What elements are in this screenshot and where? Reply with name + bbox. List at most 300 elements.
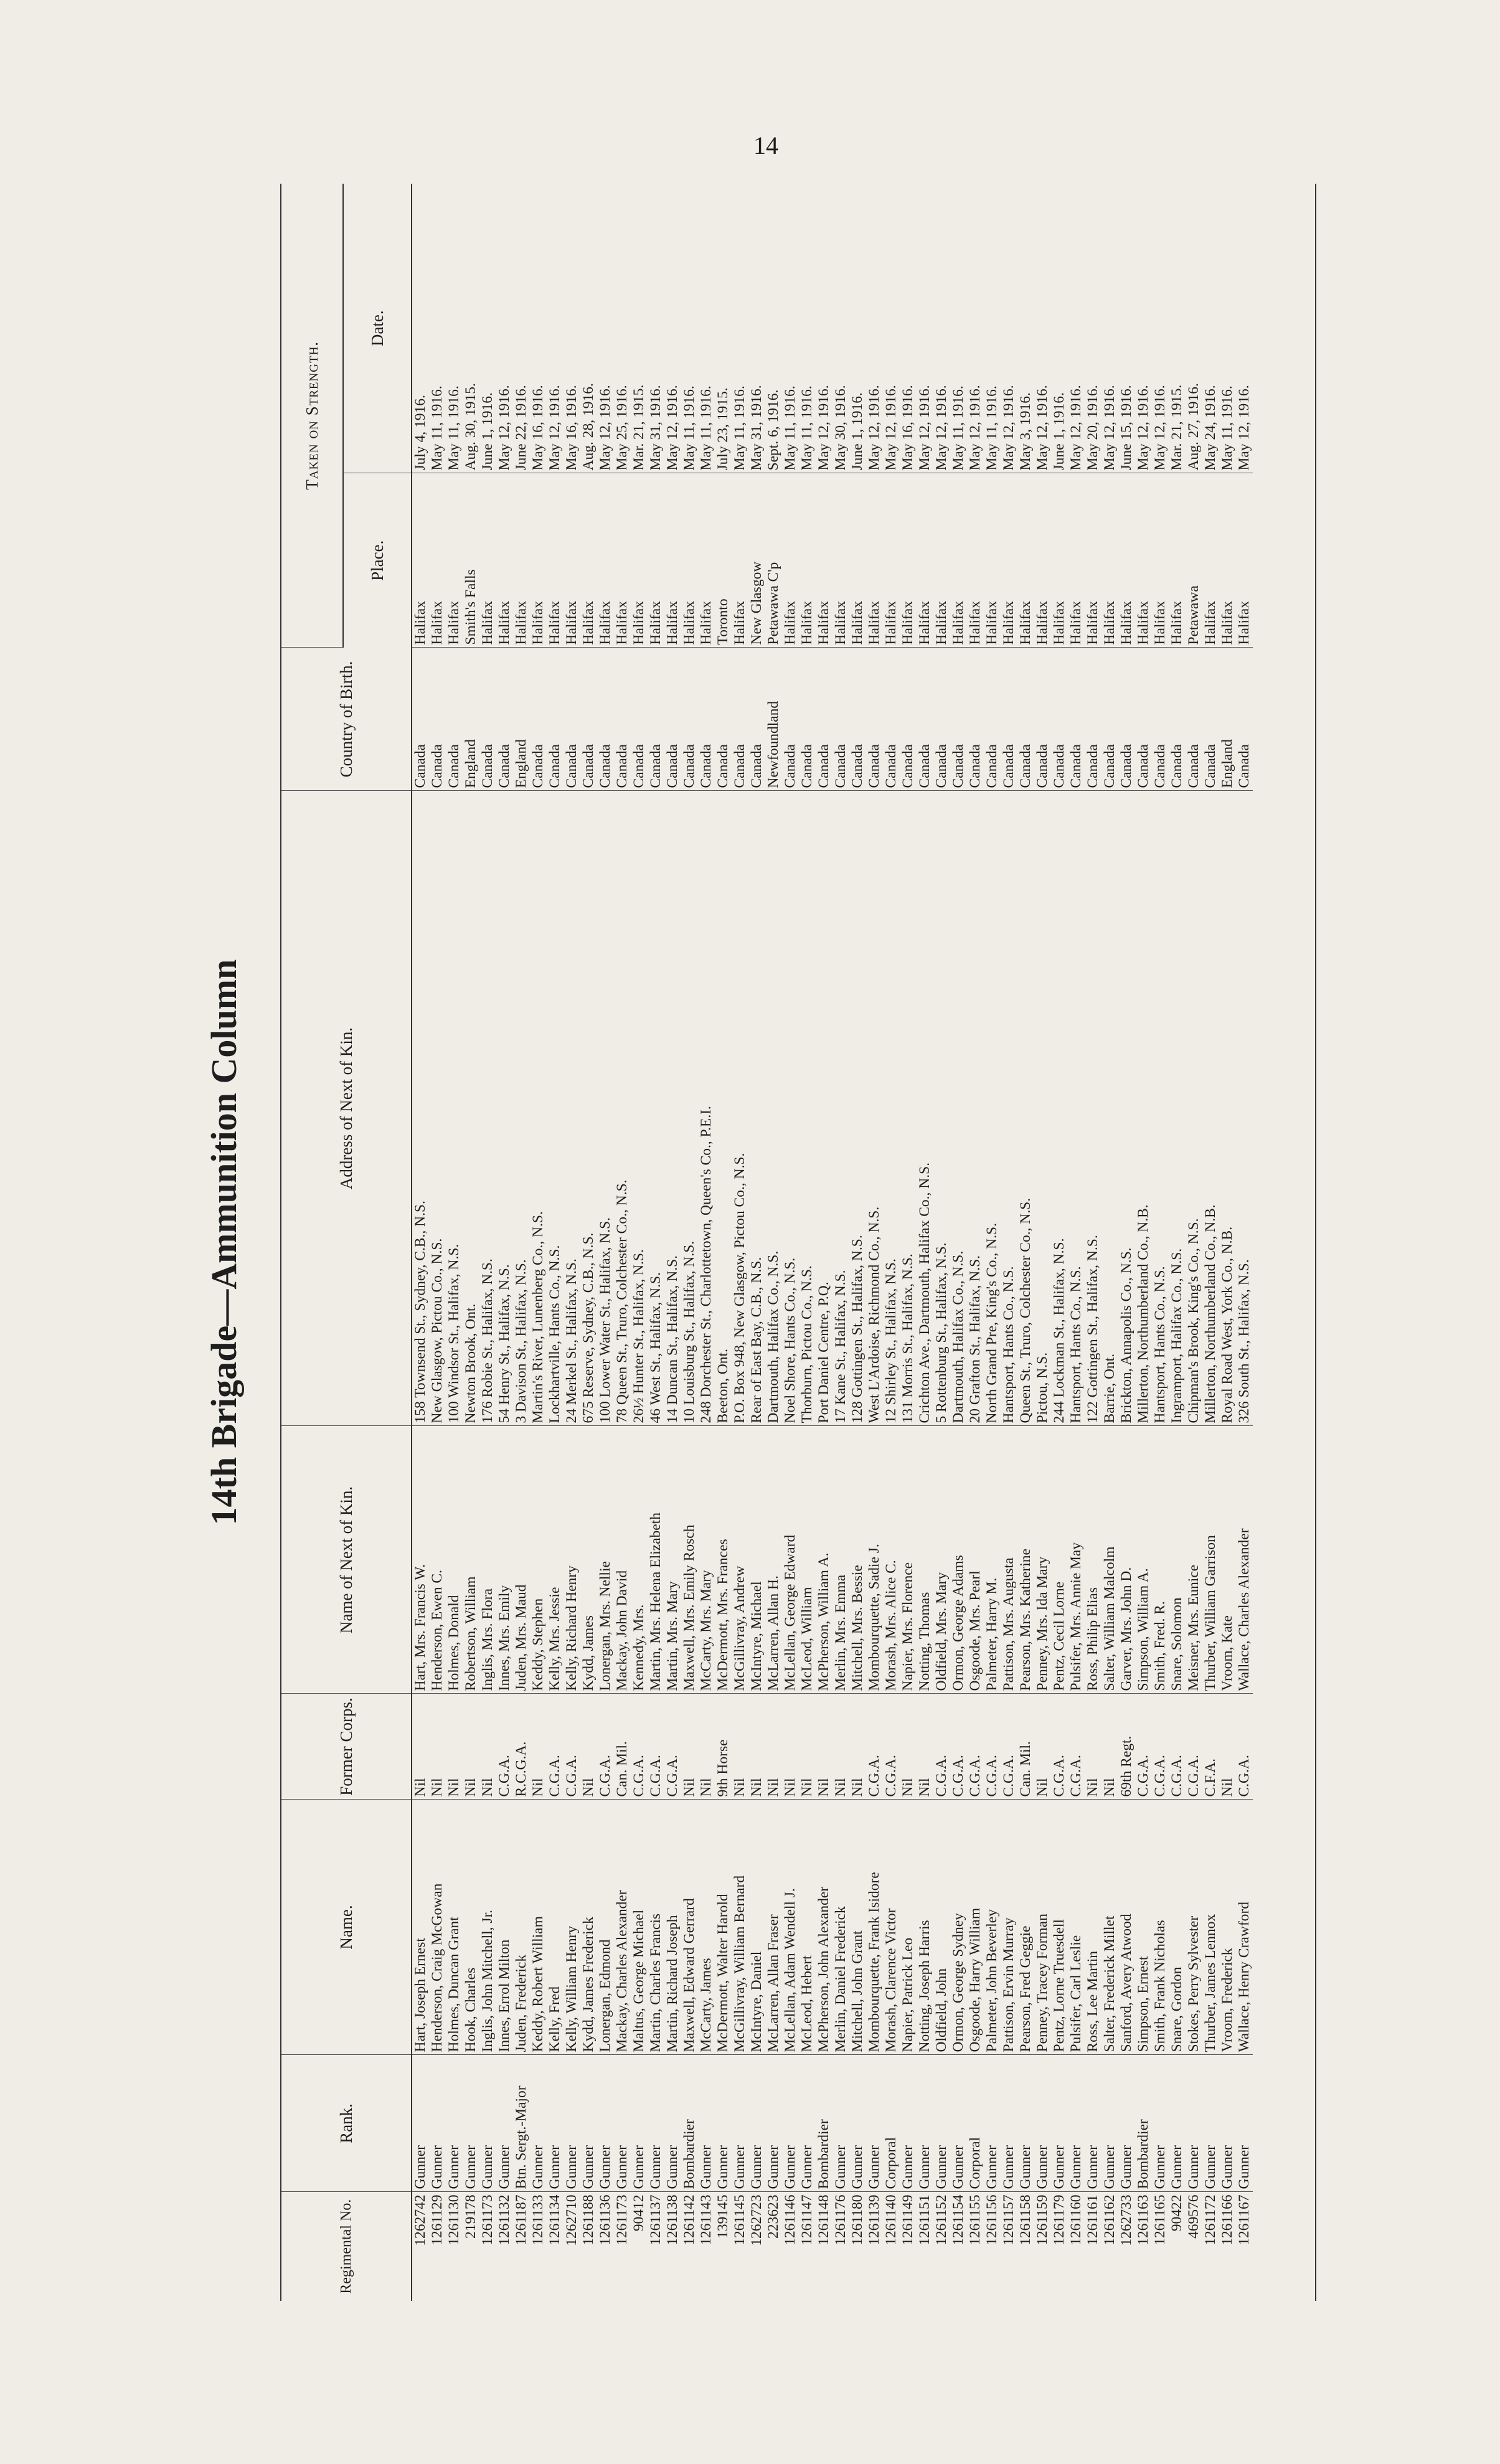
table-row	[1034, 184, 1051, 2301]
cell-rank: Gunner	[446, 2055, 463, 2192]
cell-name: Mackay, Charles Alexander	[614, 1800, 631, 2055]
cell-address: Thorburn, Pictou Co., N.S.	[799, 791, 816, 1426]
cell-name: Holmes, Duncan Grant	[446, 1800, 463, 2055]
cell-date: Aug. 30, 1915.	[463, 184, 479, 473]
cell-place: Halifax	[883, 473, 900, 648]
table-row	[412, 184, 429, 2301]
cell-date: May 16, 1916.	[564, 184, 580, 473]
cell-place: Halifax	[1169, 473, 1186, 648]
cell-address: 46 West St., Halifax, N.S.	[648, 791, 664, 1426]
cell-address: Ingramport, Halifax Co., N.S.	[1169, 791, 1186, 1426]
cell-former-corps: Nil	[732, 1694, 748, 1800]
cell-country: Newfoundland	[765, 648, 782, 791]
cell-name: Notting, Joseph Harris	[917, 1800, 933, 2055]
cell-date: Sept. 6, 1916.	[765, 184, 782, 473]
cell-former-corps: Can. Mil.	[614, 1694, 631, 1800]
cell-name: Simpson, Ernest	[1135, 1800, 1152, 2055]
cell-address: 244 Lockman St., Halifax, N.S.	[1051, 791, 1068, 1426]
cell-rank: Gunner	[1034, 2055, 1051, 2192]
cell-regimental-no: 1262723	[748, 2194, 765, 2246]
table-row	[496, 184, 513, 2301]
cell-date: May 16, 1916.	[900, 184, 917, 473]
cell-date: May 11, 1916.	[698, 184, 715, 473]
table-row	[463, 184, 479, 2301]
cell-former-corps: C.G.A.	[597, 1694, 614, 1800]
cell-place: Halifax	[866, 473, 883, 648]
table-row	[748, 184, 765, 2301]
cell-next-of-kin: Penney, Mrs. Ida Mary	[1034, 1426, 1051, 1694]
cell-rank: Gunner	[1152, 2055, 1169, 2192]
cell-next-of-kin: McDermott, Mrs. Frances	[715, 1426, 732, 1694]
cell-place: Petawawa C'p	[765, 473, 782, 648]
table-row	[648, 184, 664, 2301]
cell-former-corps: Nil	[1219, 1694, 1236, 1800]
cell-address: 78 Queen St., Truro, Colchester Co., N.S.	[614, 791, 631, 1426]
cell-next-of-kin: McLellan, George Edward	[782, 1426, 799, 1694]
header-former-corps: Former Corps.	[281, 1694, 412, 1800]
cell-regimental-no: 1261138	[664, 2194, 681, 2245]
cell-regimental-no: 469576	[1186, 2194, 1202, 2239]
cell-address: Hantsport, Hants Co., N.S.	[1001, 791, 1017, 1426]
cell-place: Halifax	[513, 473, 530, 648]
cell-country: Canada	[900, 648, 917, 791]
cell-address: 100 Windsor St., Halifax, N.S.	[446, 791, 463, 1426]
cell-country: Canada	[631, 648, 648, 791]
cell-rank: Gunner	[547, 2055, 564, 2192]
cell-rank: Gunner	[984, 2055, 1001, 2192]
cell-country: Canada	[1017, 648, 1034, 791]
cell-place: New Glasgow	[748, 473, 765, 648]
cell-date: May 12, 1916.	[883, 184, 900, 473]
cell-place: Halifax	[1135, 473, 1152, 648]
cell-former-corps: C.G.A.	[883, 1694, 900, 1800]
cell-address: Pictou, N.S.	[1034, 791, 1051, 1426]
cell-rank: Gunner	[664, 2055, 681, 2192]
cell-next-of-kin: Simpson, William A.	[1135, 1426, 1152, 1694]
cell-name: Oldfield, John	[933, 1800, 950, 2055]
table-row	[950, 184, 967, 2301]
cell-regimental-no: 1261136	[597, 2194, 613, 2245]
cell-regimental-no: 1261166	[1219, 2194, 1235, 2245]
cell-regimental-no: 1261159	[1034, 2194, 1050, 2245]
cell-regimental-no: 1261187	[513, 2194, 529, 2245]
cell-regimental-no: 1261156	[984, 2194, 1000, 2245]
cell-rank: Gunner	[1051, 2055, 1068, 2192]
cell-date: May 12, 1916.	[917, 184, 933, 473]
cell-name: Osgoode, Harry William	[967, 1800, 984, 2055]
cell-former-corps: C.F.A.	[1202, 1694, 1219, 1800]
cell-country: Canada	[564, 648, 580, 791]
cell-place: Halifax	[1118, 473, 1135, 648]
cell-place: Halifax	[833, 473, 849, 648]
cell-former-corps: Nil	[530, 1694, 547, 1800]
table-row	[479, 184, 496, 2301]
cell-regimental-no: 90422	[1169, 2194, 1185, 2232]
cell-former-corps: C.G.A.	[631, 1694, 648, 1800]
cell-country: Canada	[698, 648, 715, 791]
cell-country: Canada	[1034, 648, 1051, 791]
cell-rank: Gunner	[933, 2055, 950, 2192]
cell-regimental-no: 1261188	[580, 2194, 597, 2245]
cell-address: Rear of East Bay, C.B., N.S.	[748, 791, 765, 1426]
cell-address: 675 Reserve, Sydney, C.B., N.S.	[580, 791, 597, 1426]
cell-country: Canada	[933, 648, 950, 791]
table-row	[883, 184, 900, 2301]
cell-former-corps: Nil	[446, 1694, 463, 1800]
cell-rank: Gunner	[1001, 2055, 1017, 2192]
table-row	[1101, 184, 1118, 2301]
cell-next-of-kin: Merlin, Mrs. Emma	[833, 1426, 849, 1694]
cell-former-corps: Nil	[917, 1694, 933, 1800]
cell-country: Canada	[597, 648, 614, 791]
table-row	[530, 184, 547, 2301]
cell-name: Martin, Charles Francis	[648, 1800, 664, 2055]
table-row	[698, 184, 715, 2301]
cell-name: Martin, Richard Joseph	[664, 1800, 681, 2055]
cell-name: Pulsifer, Carl Leslie	[1068, 1800, 1085, 2055]
cell-regimental-no: 1261179	[1051, 2194, 1067, 2245]
cell-date: June 1, 1916.	[479, 184, 496, 473]
cell-rank: Bombardier	[1135, 2055, 1152, 2192]
cell-rank: Gunner	[1219, 2055, 1236, 2192]
cell-place: Halifax	[429, 473, 446, 648]
cell-former-corps: 69th Regt.	[1118, 1694, 1135, 1800]
cell-former-corps: Nil	[782, 1694, 799, 1800]
cell-regimental-no: 1261143	[698, 2194, 714, 2245]
header-country: Country of Birth.	[281, 648, 412, 791]
cell-date: July 23, 1915.	[715, 184, 732, 473]
cell-country: Canada	[429, 648, 446, 791]
table-row	[715, 184, 732, 2301]
cell-name: Pentz, Lorne Truesdell	[1051, 1800, 1068, 2055]
table-row	[967, 184, 984, 2301]
cell-next-of-kin: Lonergan, Mrs. Nellie	[597, 1426, 614, 1694]
cell-name: Mitchell, John Grant	[849, 1800, 866, 2055]
cell-date: May 12, 1916.	[1135, 184, 1152, 473]
cell-country: Canada	[833, 648, 849, 791]
cell-country: England	[1219, 648, 1236, 791]
cell-address: 100 Lower Water St., Halifax, N.S.	[597, 791, 614, 1426]
cell-date: May 12, 1916.	[1034, 184, 1051, 473]
cell-date: May 11, 1916.	[732, 184, 748, 473]
cell-address: 176 Robie St., Halifax, N.S.	[479, 791, 496, 1426]
cell-former-corps: Nil	[900, 1694, 917, 1800]
cell-regimental-no: 1261165	[1152, 2194, 1168, 2245]
table-row	[917, 184, 933, 2301]
cell-former-corps: Nil	[799, 1694, 816, 1800]
cell-date: June 1, 1916.	[1051, 184, 1068, 473]
cell-date: Mar. 21, 1915.	[631, 184, 648, 473]
cell-next-of-kin: Holmes, Donald	[446, 1426, 463, 1694]
cell-country: Canada	[547, 648, 564, 791]
cell-country: England	[463, 648, 479, 791]
cell-address: Hantsport, Hants Co., N.S.	[1068, 791, 1085, 1426]
header-regimental-no: Regimental No.	[281, 2192, 412, 2301]
cell-former-corps: Nil	[765, 1694, 782, 1800]
cell-regimental-no: 1261176	[833, 2194, 849, 2245]
cell-next-of-kin: Snare, Solomon	[1169, 1426, 1186, 1694]
cell-place: Halifax	[664, 473, 681, 648]
cell-next-of-kin: Martin, Mrs. Mary	[664, 1426, 681, 1694]
cell-country: Canada	[1051, 648, 1068, 791]
cell-regimental-no: 1261132	[496, 2194, 512, 2245]
cell-next-of-kin: Pentz, Cecil Lorne	[1051, 1426, 1068, 1694]
cell-regimental-no: 1261152	[933, 2194, 950, 2245]
cell-name: Snare, Gordon	[1169, 1800, 1186, 2055]
cell-rank: Gunner	[866, 2055, 883, 2192]
cell-date: May 12, 1916.	[1068, 184, 1085, 473]
cell-name: Morash, Clarence Victor	[883, 1800, 900, 2055]
cell-next-of-kin: Palmeter, Harry M.	[984, 1426, 1001, 1694]
cell-former-corps: C.G.A.	[1051, 1694, 1068, 1800]
cell-place: Halifax	[564, 473, 580, 648]
cell-former-corps: Nil	[412, 1694, 429, 1800]
cell-former-corps: R.C.G.A.	[513, 1694, 530, 1800]
cell-regimental-no: 1261129	[429, 2194, 445, 2245]
cell-regimental-no: 1261157	[1001, 2194, 1017, 2245]
cell-place: Petawawa	[1186, 473, 1202, 648]
cell-country: Canada	[1152, 648, 1169, 791]
cell-regimental-no: 1261139	[866, 2194, 882, 2245]
cell-place: Halifax	[1068, 473, 1085, 648]
cell-date: May 3, 1916.	[1017, 184, 1034, 473]
cell-rank: Gunner	[530, 2055, 547, 2192]
cell-country: Canada	[580, 648, 597, 791]
table-row	[984, 184, 1001, 2301]
cell-place: Smith's Falls	[463, 473, 479, 648]
cell-date: July 4, 1916.	[412, 184, 429, 473]
cell-name: Wallace, Henry Crawford	[1236, 1800, 1253, 2055]
cell-name: Thurber, James Lennox	[1202, 1800, 1219, 2055]
cell-date: May 11, 1916.	[782, 184, 799, 473]
cell-former-corps: 9th Horse	[715, 1694, 732, 1800]
cell-date: May 12, 1916.	[866, 184, 883, 473]
cell-country: England	[513, 648, 530, 791]
table-row	[1068, 184, 1085, 2301]
cell-regimental-no: 139145	[715, 2194, 731, 2239]
cell-next-of-kin: Osgoode, Mrs. Pearl	[967, 1426, 984, 1694]
cell-country: Canada	[883, 648, 900, 791]
table-row	[732, 184, 748, 2301]
cell-date: May 12, 1916.	[1152, 184, 1169, 473]
cell-date: May 25, 1916.	[614, 184, 631, 473]
cell-country: Canada	[984, 648, 1001, 791]
cell-former-corps: Nil	[1034, 1694, 1051, 1800]
cell-next-of-kin: Wallace, Charles Alexander	[1236, 1426, 1253, 1694]
cell-address: Millerton, Northumberland Co., N.B.	[1135, 791, 1152, 1426]
cell-next-of-kin: Innes, Mrs. Emily	[496, 1426, 513, 1694]
cell-regimental-no: 1261147	[799, 2194, 815, 2245]
cell-name: McLarren, Allan Fraser	[765, 1800, 782, 2055]
cell-rank: Gunner	[782, 2055, 799, 2192]
cell-address: West L'Ardoise, Richmond Co., N.S.	[866, 791, 883, 1426]
table-row	[816, 184, 833, 2301]
cell-date: May 31, 1916.	[648, 184, 664, 473]
cell-country: Canada	[917, 648, 933, 791]
cell-date: May 11, 1916.	[950, 184, 967, 473]
cell-country: Canada	[866, 648, 883, 791]
cell-name: Sanford, Avery Atwood	[1118, 1800, 1135, 2055]
cell-former-corps: Nil	[429, 1694, 446, 1800]
page-number: 14	[753, 131, 778, 159]
cell-rank: Gunner	[1236, 2055, 1253, 2192]
cell-name: Salter, Frederick Millet	[1101, 1800, 1118, 2055]
header-place: Place.	[343, 473, 412, 648]
cell-former-corps: Nil	[748, 1694, 765, 1800]
table-row	[782, 184, 799, 2301]
cell-regimental-no: 1261145	[732, 2194, 748, 2245]
cell-address: 12 Shirley St., Halifax, N.S.	[883, 791, 900, 1426]
cell-former-corps: C.G.A.	[1186, 1694, 1202, 1800]
cell-next-of-kin: Robertson, William	[463, 1426, 479, 1694]
rotated-page	[187, 184, 1320, 2301]
roster-table	[281, 184, 1253, 2301]
cell-name: Mombourquette, Frank Isidore	[866, 1800, 883, 2055]
cell-rank: Corporal	[967, 2055, 984, 2192]
cell-regimental-no: 1262733	[1118, 2194, 1134, 2246]
cell-place: Halifax	[1236, 473, 1253, 648]
cell-address: New Glasgow, Pictou Co., N.S.	[429, 791, 446, 1426]
table-row	[1135, 184, 1152, 2301]
cell-country: Canada	[799, 648, 816, 791]
cell-rank: Btn. Sergt.-Major	[513, 2055, 530, 2192]
cell-date: May 24, 1916.	[1202, 184, 1219, 473]
cell-place: Toronto	[715, 473, 732, 648]
cell-next-of-kin: Henderson, Ewen C.	[429, 1426, 446, 1694]
cell-next-of-kin: Hart, Mrs. Francis W.	[412, 1426, 429, 1694]
cell-next-of-kin: Martin, Mrs. Helena Elizabeth	[648, 1426, 664, 1694]
cell-address: 5 Rottenburg St., Halifax, N.S.	[933, 791, 950, 1426]
cell-rank: Gunner	[1068, 2055, 1085, 2192]
table-row	[547, 184, 564, 2301]
cell-regimental-no: 223623	[765, 2194, 781, 2239]
cell-date: May 11, 1916.	[799, 184, 816, 473]
cell-name: Inglis, John Mitchell, Jr.	[479, 1800, 496, 2055]
cell-rank: Bombardier	[816, 2055, 833, 2192]
cell-former-corps: C.G.A.	[496, 1694, 513, 1800]
cell-former-corps: Nil	[681, 1694, 698, 1800]
cell-country: Canada	[479, 648, 496, 791]
cell-country: Canada	[967, 648, 984, 791]
cell-former-corps: Nil	[816, 1694, 833, 1800]
cell-date: May 11, 1916.	[984, 184, 1001, 473]
table-row	[513, 184, 530, 2301]
cell-next-of-kin: Kelly, Mrs. Jessie	[547, 1426, 564, 1694]
cell-next-of-kin: Vroom, Kate	[1219, 1426, 1236, 1694]
cell-name: Maltus, George Michael	[631, 1800, 648, 2055]
cell-address: Crichton Ave., Dartmouth, Halifax Co., N.S.	[917, 791, 933, 1426]
cell-country: Canada	[614, 648, 631, 791]
table-row	[1152, 184, 1169, 2301]
table-row	[933, 184, 950, 2301]
cell-place: Halifax	[900, 473, 917, 648]
cell-address: Brickton, Annapolis Co., N.S.	[1118, 791, 1135, 1426]
table-row	[1169, 184, 1186, 2301]
table-row	[833, 184, 849, 2301]
cell-place: Halifax	[597, 473, 614, 648]
cell-address: Beeton, Ont.	[715, 791, 732, 1426]
cell-regimental-no: 1261160	[1068, 2194, 1084, 2245]
cell-name: McIntyre, Daniel	[748, 1800, 765, 2055]
header-next-of-kin: Name of Next of Kin.	[281, 1426, 412, 1694]
cell-country: Canada	[849, 648, 866, 791]
header-date: Date.	[343, 184, 412, 473]
cell-rank: Gunner	[833, 2055, 849, 2192]
cell-regimental-no: 1261167	[1236, 2194, 1252, 2245]
cell-regimental-no: 1262742	[412, 2194, 428, 2246]
cell-place: Halifax	[917, 473, 933, 648]
cell-country: Canada	[816, 648, 833, 791]
table-row	[1186, 184, 1202, 2301]
cell-address: Royal Road West, York Co., N.B.	[1219, 791, 1236, 1426]
table-row	[564, 184, 580, 2301]
cell-rank: Gunner	[715, 2055, 732, 2192]
cell-regimental-no: 1262710	[564, 2194, 580, 2246]
cell-regimental-no: 1261146	[782, 2194, 798, 2245]
cell-place: Halifax	[1202, 473, 1219, 648]
cell-country: Canada	[648, 648, 664, 791]
table-row	[866, 184, 883, 2301]
cell-rank: Gunner	[1085, 2055, 1101, 2192]
cell-place: Halifax	[530, 473, 547, 648]
table-row	[1202, 184, 1219, 2301]
cell-country: Canada	[1236, 648, 1253, 791]
cell-place: Halifax	[479, 473, 496, 648]
table-row	[1085, 184, 1101, 2301]
cell-name: Pearson, Fred Geggie	[1017, 1800, 1034, 2055]
cell-country: Canada	[446, 648, 463, 791]
cell-date: May 11, 1916.	[429, 184, 446, 473]
table-row	[799, 184, 816, 2301]
cell-next-of-kin: Keddy, Stephen	[530, 1426, 547, 1694]
cell-former-corps: C.G.A.	[1068, 1694, 1085, 1800]
roster-table-frame	[280, 184, 1316, 2301]
table-row	[1118, 184, 1135, 2301]
cell-name: Hart, Joseph Ernest	[412, 1800, 429, 2055]
cell-date: May 11, 1916.	[1219, 184, 1236, 473]
cell-rank: Gunner	[648, 2055, 664, 2192]
cell-former-corps: C.G.A.	[1135, 1694, 1152, 1800]
cell-next-of-kin: Ross, Philip Elias	[1085, 1426, 1101, 1694]
cell-place: Halifax	[614, 473, 631, 648]
cell-next-of-kin: Kennedy, Mrs.	[631, 1426, 648, 1694]
cell-former-corps: Nil	[833, 1694, 849, 1800]
cell-rank: Corporal	[883, 2055, 900, 2192]
cell-place: Halifax	[547, 473, 564, 648]
cell-regimental-no: 1261173	[614, 2194, 630, 2245]
cell-next-of-kin: Pattison, Mrs. Augusta	[1001, 1426, 1017, 1694]
cell-date: May 20, 1916.	[1085, 184, 1101, 473]
table-row	[580, 184, 597, 2301]
cell-address: 248 Dorchester St., Charlottetown, Queen's Co., P.E.I.	[698, 791, 715, 1426]
cell-regimental-no: 90412	[631, 2194, 647, 2232]
cell-next-of-kin: McLarren, Allan H.	[765, 1426, 782, 1694]
cell-name: Smith, Frank Nicholas	[1152, 1800, 1169, 2055]
cell-next-of-kin: Juden, Mrs. Maud	[513, 1426, 530, 1694]
cell-address: 14 Duncan St., Halifax, N.S.	[664, 791, 681, 1426]
cell-place: Halifax	[967, 473, 984, 648]
cell-date: May 31, 1916.	[748, 184, 765, 473]
cell-former-corps: Can. Mil.	[1017, 1694, 1034, 1800]
cell-place: Halifax	[933, 473, 950, 648]
cell-next-of-kin: McGillivray, Andrew	[732, 1426, 748, 1694]
cell-former-corps: Nil	[463, 1694, 479, 1800]
header-address: Address of Next of Kin.	[281, 791, 412, 1426]
cell-rank: Gunner	[429, 2055, 446, 2192]
table-row	[849, 184, 866, 2301]
cell-next-of-kin: Notting, Thomas	[917, 1426, 933, 1694]
cell-address: 20 Grafton St., Halifax, N.S.	[967, 791, 984, 1426]
